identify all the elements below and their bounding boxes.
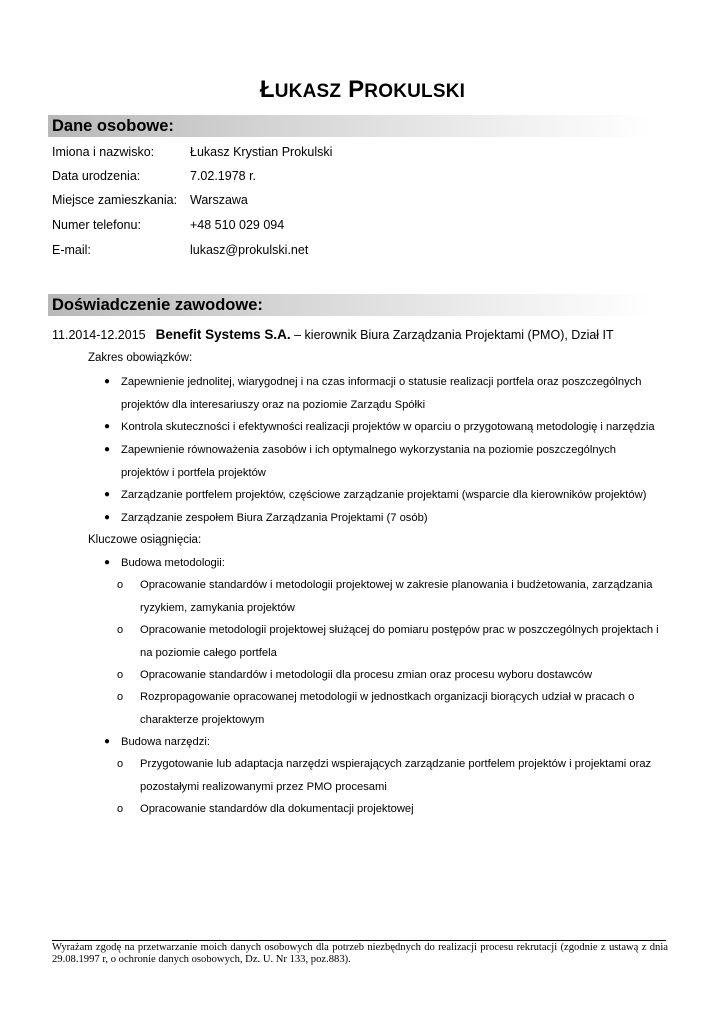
job-period: 11.2014-12.2015 bbox=[52, 328, 146, 342]
personal-value: +48 510 029 094 bbox=[190, 218, 285, 232]
gdpr-consent-footer: Wyrażam zgodę na przetwarzanie moich danych osobowych dla potrzeb niezbędnych do realizacji procesu rekrutacji (zgodnie z ustawą z dnia 29.08.1997 r, o ochronie danych osobowych, Dz. U. Nr 133, poz.883). bbox=[52, 942, 668, 965]
methodology-item: ● Budowa metodologii: bbox=[121, 552, 681, 575]
tools-subitem: o Opracowanie standardów dla dokumentacji projektowej bbox=[140, 798, 670, 821]
experience-heading: Doświadczenie zawodowe: bbox=[48, 294, 653, 316]
cv-name-title: ŁUKASZ PROKULSKI bbox=[259, 76, 466, 103]
circle-bullet-icon: o bbox=[117, 624, 124, 636]
duties-heading: Zakres obowiązków: bbox=[88, 352, 193, 364]
duty-item: ● Zapewnienie równoważenia zasobów i ich optymalnego wykorzystania na poziomie poszczególnych projektów i portfela projektów bbox=[121, 439, 681, 484]
duty-item: ● Zarządzanie portfelem projektów, częściowe zarządzanie projektami (wsparcie dla kierowników projektów) bbox=[121, 484, 681, 507]
personal-value: Warszawa bbox=[190, 193, 248, 207]
personal-value: Łukasz Krystian Prokulski bbox=[190, 145, 333, 159]
circle-bullet-icon: o bbox=[117, 579, 124, 591]
bullet-icon: ● bbox=[104, 489, 111, 500]
personal-value: 7.02.1978 r. bbox=[190, 169, 257, 183]
circle-bullet-icon: o bbox=[117, 669, 124, 681]
methodology-subitem: o Opracowanie standardów i metodologii projektowej w zakresie planowania i budżetowania, zarządzania ryzykiem, zamykania projektów bbox=[140, 574, 670, 619]
personal-label: Miejsce zamieszkania: bbox=[52, 193, 178, 207]
bullet-icon: ● bbox=[104, 512, 111, 523]
methodology-subitem: o Opracowanie standardów i metodologii dla procesu zmian oraz procesu wyboru dostawców bbox=[140, 664, 670, 687]
circle-bullet-icon: o bbox=[117, 758, 124, 770]
achievements-heading: Kluczowe osiągnięcia: bbox=[88, 534, 202, 546]
personal-label: E-mail: bbox=[52, 243, 91, 257]
bullet-icon: ● bbox=[104, 444, 111, 455]
methodology-subitem: o Rozpropagowanie opracowanej metodologii w jednostkach organizacji biorących udział w pracach o charakterze projektowym bbox=[140, 686, 670, 731]
duty-item: ● Zarządzanie zespołem Biura Zarządzania Projektami (7 osób) bbox=[121, 507, 681, 530]
personal-label: Data urodzenia: bbox=[52, 169, 141, 183]
tools-item: ● Budowa narzędzi: bbox=[121, 731, 681, 754]
bullet-icon: ● bbox=[104, 421, 111, 432]
duty-item: ● Kontrola skuteczności i efektywności realizacji projektów w oparciu o przygotowaną metodologię i narzędzia bbox=[121, 416, 681, 439]
personal-data-heading: Dane osobowe: bbox=[48, 115, 653, 137]
job-entry bbox=[52, 326, 614, 344]
tools-subitem: o Przygotowanie lub adaptacja narzędzi wspierających zarządzanie portfelem projektów i projektami oraz pozostałymi realizowanymi przez PMO procesami bbox=[140, 753, 670, 798]
personal-label: Numer telefonu: bbox=[52, 218, 141, 232]
circle-bullet-icon: o bbox=[117, 691, 124, 703]
bullet-icon: ● bbox=[104, 376, 111, 387]
email-link[interactable]: lukasz@prokulski.net bbox=[190, 243, 309, 257]
bullet-icon: ● bbox=[104, 557, 111, 568]
job-role: – kierownik Biura Zarządzania Projektami (PMO), Dział IT bbox=[290, 328, 614, 342]
footer-divider bbox=[52, 940, 666, 941]
personal-label: Imiona i nazwisko: bbox=[52, 145, 155, 159]
circle-bullet-icon: o bbox=[117, 803, 124, 815]
methodology-subitem: o Opracowanie metodologii projektowej służącej do pomiaru postępów prac w poszczególnych projektach i na poziomie całego portfela bbox=[140, 619, 670, 664]
duty-item: ● Zapewnienie jednolitej, wiarygodnej i na czas informacji o statusie realizacji portfela oraz poszczególnych projektów dla interesariuszy oraz na poziomie Zarządu Spółki bbox=[121, 371, 681, 416]
job-company: Benefit Systems S.A. bbox=[155, 327, 291, 342]
bullet-icon: ● bbox=[104, 736, 111, 747]
